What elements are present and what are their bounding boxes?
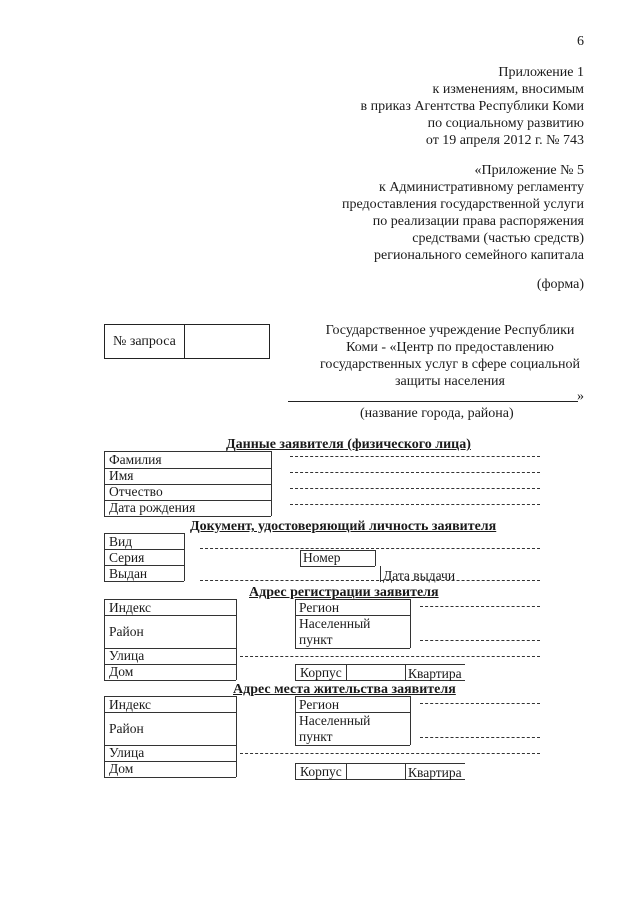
appendix-5-line: к Административному регламенту [379, 180, 584, 195]
table-border [104, 533, 105, 581]
live-address-section-title: Адрес места жительства заявителя [233, 682, 456, 697]
table-border [295, 763, 296, 779]
appendix-1-line: Приложение 1 [498, 65, 584, 80]
table-border [346, 664, 347, 680]
table-border [104, 599, 105, 680]
live-building-label: Корпус [300, 764, 342, 779]
table-border [405, 763, 406, 779]
reg-street-label: Улица [109, 648, 145, 663]
input-line[interactable] [290, 472, 540, 473]
reg-index-label: Индекс [109, 600, 152, 615]
city-caption: (название города, района) [360, 406, 514, 421]
table-border [295, 664, 296, 680]
applicant-section-title: Данные заявителя (физического лица) [226, 437, 471, 452]
reg-apartment-label: Квартира [408, 666, 462, 681]
input-line[interactable] [200, 580, 540, 581]
table-border [405, 664, 406, 680]
appendix-5-line: регионального семейного капитала [373, 248, 584, 263]
form-label: (форма) [536, 277, 584, 292]
reg-settlement-label: Населенный [299, 616, 371, 631]
table-border [375, 550, 376, 566]
reg-district-label: Район [109, 624, 144, 639]
organization-line: Коми - «Центр по предоставлению [346, 340, 554, 355]
appendix-5-line: предоставления государственной услуги [342, 197, 584, 212]
field-name-label: Имя [109, 468, 134, 483]
table-border [410, 696, 411, 745]
input-line[interactable] [240, 753, 540, 754]
input-line[interactable] [420, 703, 540, 704]
table-border [104, 777, 236, 778]
table-border [295, 648, 410, 649]
input-line[interactable] [290, 456, 540, 457]
table-border [236, 696, 237, 777]
live-settlement-label: Населенный [299, 713, 371, 728]
doc-kind-label: Вид [109, 534, 133, 549]
reg-address-section-title: Адрес регистрации заявителя [249, 585, 439, 600]
reg-building-label: Корпус [300, 665, 342, 680]
input-line[interactable] [420, 737, 540, 738]
table-border [295, 696, 296, 745]
table-border [346, 763, 347, 779]
appendix-1-line: в приказ Агентства Республики Коми [360, 99, 584, 114]
table-border [295, 745, 410, 746]
appendix-1-header [360, 64, 584, 149]
organization-line: защиты населения [395, 374, 505, 389]
doc-issued-label: Выдан [109, 566, 148, 581]
organization-line: Государственное учреждение Республики [325, 323, 575, 338]
appendix-5-line: «Приложение № 5 [474, 163, 584, 178]
live-apartment-label: Квартира [408, 765, 462, 780]
appendix-5-header [342, 162, 584, 264]
input-line[interactable] [240, 656, 540, 657]
live-region-label: Регион [299, 697, 340, 712]
table-border [184, 533, 185, 581]
input-line[interactable] [200, 548, 540, 549]
table-border [380, 566, 381, 582]
reg-settlement-label-2: пункт [299, 632, 333, 647]
request-number-box [104, 324, 270, 359]
closing-quote: » [577, 389, 584, 404]
appendix-5-line: средствами (частью средств) [412, 231, 584, 246]
doc-number-label: Номер [303, 550, 341, 565]
field-birthdate-label: Дата рождения [109, 500, 196, 515]
page-number: 6 [577, 34, 584, 49]
field-surname-label: Фамилия [109, 452, 162, 467]
appendix-1-line: к изменениям, вносимым [432, 82, 584, 97]
table-border [104, 696, 105, 777]
appendix-1-line: от 19 апреля 2012 г. № 743 [425, 133, 584, 148]
organization-line: государственных услуг в сфере социальной [319, 357, 581, 372]
input-line[interactable] [290, 488, 540, 489]
organization-name [310, 322, 590, 390]
live-settlement-label-2: пункт [299, 729, 333, 744]
input-line[interactable] [420, 640, 540, 641]
city-underline[interactable] [288, 401, 578, 402]
table-border [104, 516, 271, 517]
reg-region-label: Регион [299, 600, 340, 615]
table-border [104, 451, 105, 516]
live-index-label: Индекс [109, 697, 152, 712]
table-border [300, 566, 375, 567]
appendix-1-line: по социальному развитию [427, 116, 584, 131]
request-number-label: № запроса [105, 325, 185, 358]
table-border [271, 451, 272, 516]
live-street-label: Улица [109, 745, 145, 760]
table-border [300, 550, 301, 566]
input-line[interactable] [290, 504, 540, 505]
table-border [236, 599, 237, 680]
input-line[interactable] [420, 606, 540, 607]
reg-house-label: Дом [109, 664, 134, 679]
appendix-5-line: по реализации права распоряжения [372, 214, 584, 229]
table-border [295, 599, 296, 648]
doc-issue-date-label: Дата выдачи [383, 568, 456, 583]
live-house-label: Дом [109, 761, 134, 776]
doc-series-label: Серия [109, 550, 145, 565]
identity-section-title: Документ, удостоверяющий личность заявителя [190, 519, 497, 534]
live-district-label: Район [109, 721, 144, 736]
table-border [410, 599, 411, 648]
field-patronymic-label: Отчество [109, 484, 163, 499]
table-border [104, 680, 236, 681]
request-number-value[interactable] [185, 325, 269, 358]
